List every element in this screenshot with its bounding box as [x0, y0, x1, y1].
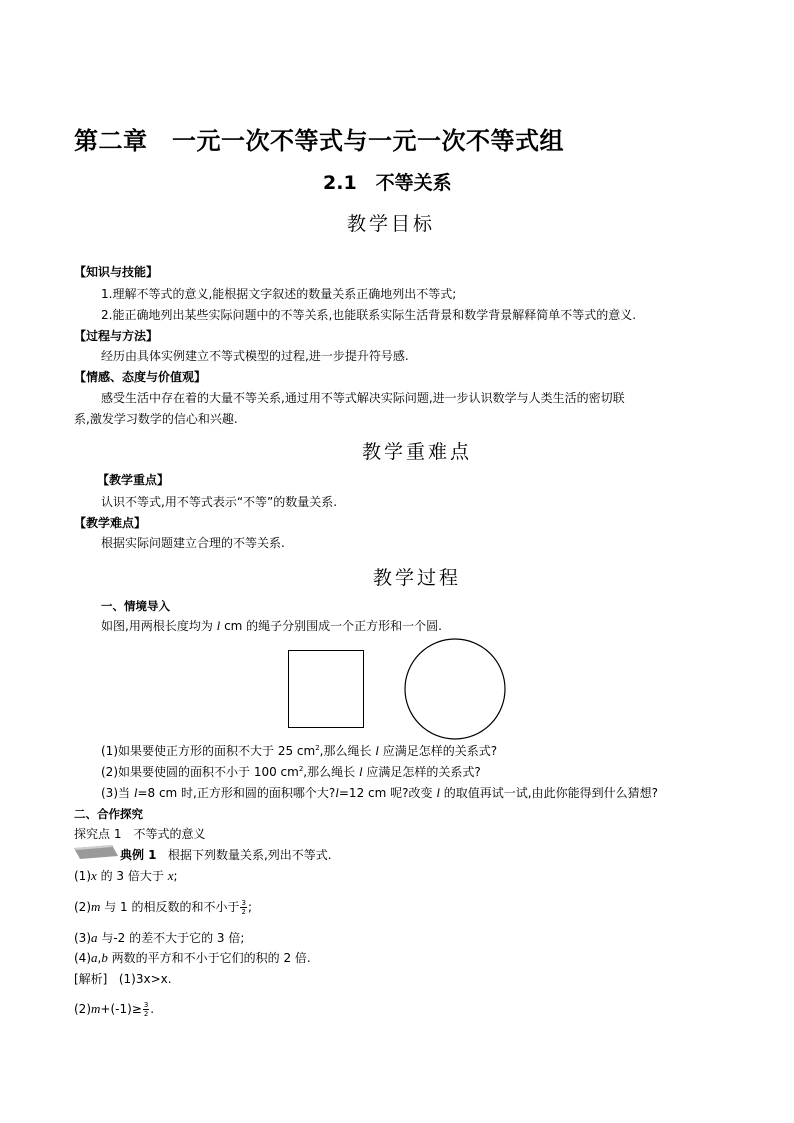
- intro-question-2: (2)如果要使圆的面积不小于 100 $cm^2$,那么绳长 l 应满足怎样的关系式?: [101, 764, 481, 779]
- process-text: 经历由具体实例建立不等式模型的过程,进一步提升符号感.: [101, 349, 409, 363]
- explore-point: 探究点 1 不等式的意义: [74, 827, 206, 841]
- intro-prompt: 如图,用两根长度均为 l cm 的绳子分别围成一个正方形和一个圆.: [101, 618, 442, 633]
- square-figure: [288, 650, 364, 728]
- intro-heading: 一、情境导入: [101, 599, 170, 613]
- knowledge-item-1: 1.理解不等式的意义,能根据文字叙述的数量关系正确地列出不等式;: [101, 287, 457, 301]
- emotion-line-1: 感受生活中存在着的大量不等关系,通过用不等式解决实际问题,进一步认识数学与人类生活的密切联: [101, 391, 625, 405]
- emotion-line-2: 系,激发学习数学的信心和兴趣.: [74, 412, 238, 426]
- example-label: 典例 1: [120, 848, 157, 862]
- key-point-label: 【教学重点】: [97, 473, 170, 487]
- example-item-2: (2)m 与 1 的相反数的和不小于 $\frac{3}{2}$ ;: [74, 899, 252, 916]
- fraction-three-halves: $\frac{3}{2}$: [241, 899, 246, 916]
- goals-heading: 教学目标: [347, 213, 436, 235]
- difficulty-text: 根据实际问题建立合理的不等关系.: [101, 536, 285, 550]
- knowledge-label: 【知识与技能】: [74, 265, 159, 279]
- difficulty-label: 【教学难点】: [74, 516, 147, 530]
- example-item-4: (4)a,b 两数的平方和不小于它们的积的 2 倍.: [74, 950, 311, 965]
- chapter-title: 第二章 一元一次不等式与一元一次不等式组: [74, 127, 564, 155]
- keypoints-heading: 教学重难点: [362, 441, 473, 463]
- process-label: 【过程与方法】: [74, 329, 159, 343]
- analysis-line-2: (2)m+(-1)≥ $\frac{3}{2}$ .: [74, 1001, 155, 1018]
- intro-question-3: (3)当 l=8 cm 时,正方形和圆的面积哪个大?l=12 cm 呢?改变 l 的取值再试一试,由此你能得到什么猜想?: [101, 785, 658, 800]
- section-title: 2.1 不等关系: [323, 172, 452, 194]
- example-banner-icon: [74, 845, 118, 859]
- example-title: 典例 1 根据下列数量关系,列出不等式.: [120, 848, 332, 862]
- intro-question-1: (1)如果要使正方形的面积不大于 25 $cm^2$,那么绳长 l 应满足怎样的关系式?: [101, 743, 498, 758]
- circle-figure: [403, 637, 507, 741]
- explore-heading: 二、合作探究: [74, 807, 143, 821]
- analysis-line-1: [解析] (1)3x>x.: [74, 972, 172, 986]
- key-point-text: 认识不等式,用不等式表示“不等”的数量关系.: [101, 495, 338, 509]
- example-item-3: (3)a 与-2 的差不大于它的 3 倍;: [74, 930, 245, 945]
- knowledge-item-2: 2.能正确地列出某些实际问题中的不等关系,也能联系实际生活背景和数学背景解释简单不等式的意义.: [101, 308, 637, 322]
- process-heading: 教学过程: [373, 567, 462, 589]
- emotion-label: 【情感、态度与价值观】: [74, 370, 207, 384]
- example-item-1: (1)x 的 3 倍大于 x;: [74, 868, 178, 883]
- fraction-three-halves-answer: $\frac{3}{2}$: [143, 1001, 149, 1018]
